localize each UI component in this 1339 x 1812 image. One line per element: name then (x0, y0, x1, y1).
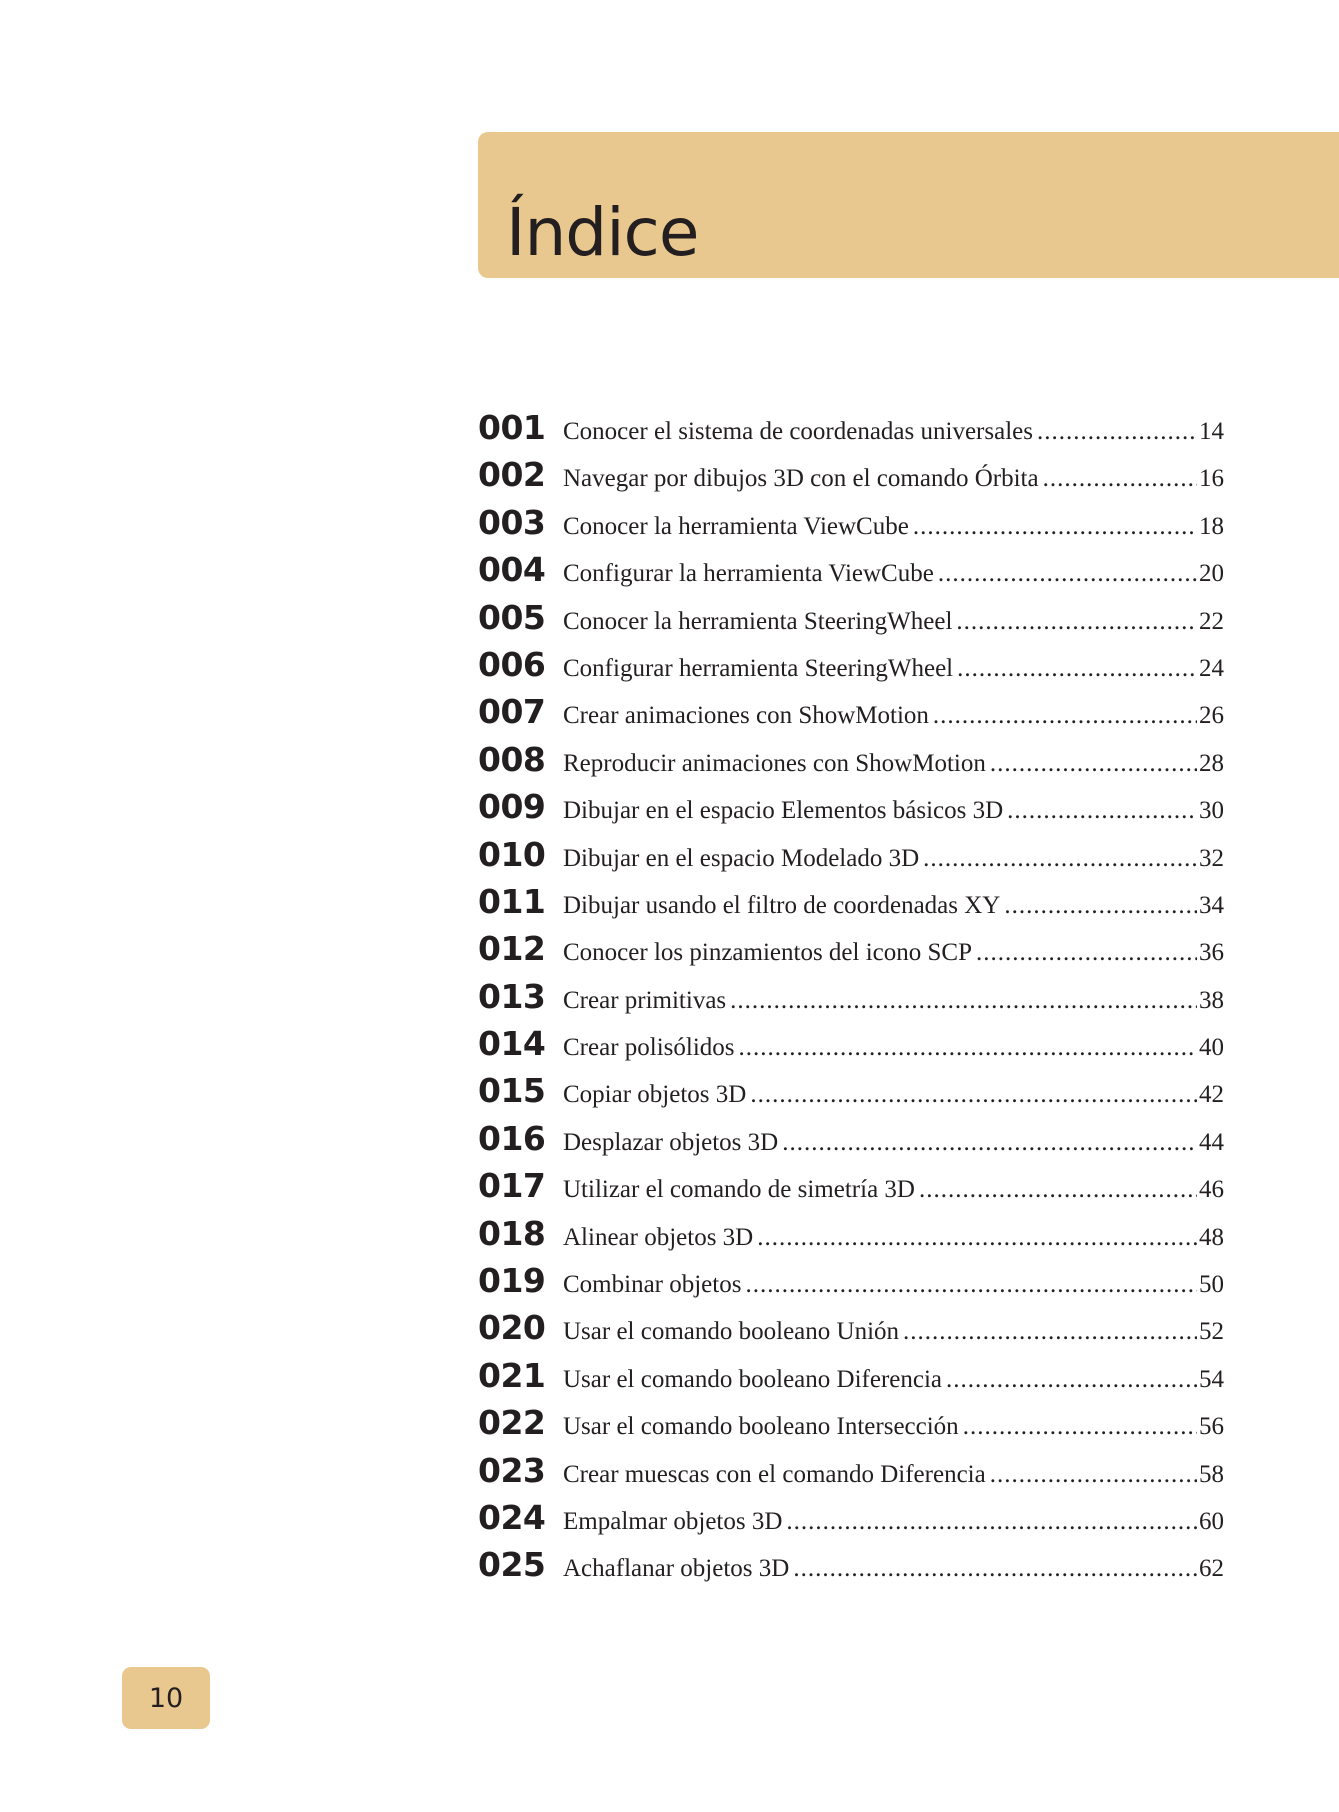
toc-entry-number: 014 (478, 1024, 546, 1064)
toc-dot-leader (919, 1176, 1197, 1204)
toc-dot-leader (1007, 797, 1197, 825)
toc-entry-page: 46 (1199, 1176, 1224, 1204)
toc-entry-page: 22 (1199, 607, 1224, 635)
toc-entry-title: Configurar herramienta SteeringWheel (563, 654, 954, 682)
toc-entry[interactable] (478, 1119, 1224, 1166)
toc-entry-number: 009 (478, 787, 546, 827)
toc-entry-page: 24 (1199, 654, 1224, 682)
toc-entry-page: 14 (1199, 418, 1224, 445)
toc-entry-title: Copiar objetos 3D (563, 1081, 747, 1109)
page-number: 10 (122, 1667, 210, 1729)
page-title: Índice (506, 194, 699, 271)
toc-entry-title: Crear animaciones con ShowMotion (563, 702, 929, 730)
toc-entry[interactable] (478, 977, 1224, 1024)
toc-entry-number: 008 (478, 739, 546, 779)
toc-entry-number: 012 (478, 929, 546, 969)
toc-entry-title: Conocer el sistema de coordenadas universales (563, 418, 1033, 445)
toc-entry[interactable] (478, 740, 1224, 787)
toc-entry[interactable] (478, 1308, 1224, 1355)
toc-dot-leader (1004, 892, 1197, 920)
toc-dot-leader (956, 608, 1197, 636)
toc-entry[interactable] (478, 835, 1224, 882)
toc-entry[interactable] (478, 882, 1224, 929)
toc-entry-title: Empalmar objetos 3D (563, 1507, 783, 1535)
toc-entry[interactable] (478, 692, 1224, 739)
toc-entry-page: 56 (1199, 1413, 1224, 1441)
title-banner (478, 132, 1339, 278)
toc-entry-title: Combinar objetos (563, 1271, 742, 1299)
toc-entry-number: 010 (478, 834, 546, 874)
toc-entry-page: 60 (1199, 1507, 1224, 1535)
toc-dot-leader (730, 987, 1197, 1015)
toc-entry[interactable] (478, 598, 1224, 645)
toc-dot-leader (793, 1555, 1197, 1583)
toc-dot-leader (957, 655, 1197, 683)
toc-entry[interactable] (478, 1403, 1224, 1450)
toc-dot-leader (933, 702, 1197, 730)
toc-entry-title: Crear polisólidos (563, 1034, 735, 1062)
toc-dot-leader (913, 513, 1197, 541)
toc-entry-title: Desplazar objetos 3D (563, 1128, 779, 1156)
toc-entry-title: Conocer la herramienta ViewCube (563, 512, 909, 540)
toc-entry-page: 32 (1199, 844, 1224, 872)
toc-dot-leader (938, 560, 1197, 588)
toc-entry-page: 26 (1199, 702, 1224, 730)
toc-entry-number: 003 (478, 502, 546, 542)
toc-entry-page: 38 (1199, 986, 1224, 1014)
toc-entry-page: 18 (1199, 512, 1224, 540)
toc-entry-number: 013 (478, 976, 546, 1016)
toc-entry-title: Crear primitivas (563, 986, 727, 1014)
toc-entry[interactable] (478, 1024, 1224, 1071)
toc-dot-leader (976, 939, 1197, 967)
toc-entry-page: 54 (1199, 1365, 1224, 1393)
toc-entry-number: 020 (478, 1308, 546, 1348)
toc-entry[interactable] (478, 1166, 1224, 1213)
toc-entry-number: 015 (478, 1071, 546, 1111)
toc-entry[interactable] (478, 408, 1224, 455)
toc-dot-leader (946, 1366, 1197, 1394)
toc-entry-title: Conocer los pinzamientos del icono SCP (563, 939, 972, 967)
toc-dot-leader (990, 750, 1197, 778)
toc-entry-number: 025 (478, 1545, 546, 1585)
toc-entry-title: Dibujar en el espacio Modelado 3D (563, 844, 920, 872)
toc-entry-title: Utilizar el comando de simetría 3D (563, 1176, 915, 1204)
toc-entry-number: 017 (478, 1166, 546, 1206)
toc-entry[interactable] (478, 1356, 1224, 1403)
toc-entry[interactable] (478, 1071, 1224, 1118)
toc-entry-number: 019 (478, 1261, 546, 1301)
toc-entry-number: 021 (478, 1355, 546, 1395)
toc-dot-leader (786, 1508, 1197, 1536)
toc-dot-leader (903, 1318, 1197, 1346)
toc-entry-title: Dibujar en el espacio Elementos básicos 3D (563, 797, 1004, 825)
toc-dot-leader (739, 1034, 1197, 1062)
toc-entry-number: 007 (478, 692, 546, 732)
toc-entry-title: Reproducir animaciones con ShowMotion (563, 749, 986, 777)
toc-entry-title: Usar el comando booleano Unión (563, 1318, 900, 1346)
toc-entry[interactable] (478, 1261, 1224, 1308)
table-of-contents (478, 408, 1224, 1593)
toc-entry-number: 002 (478, 455, 546, 495)
toc-entry-page: 34 (1199, 891, 1224, 919)
toc-entry[interactable] (478, 550, 1224, 597)
toc-entry-title: Usar el comando booleano Intersección (563, 1413, 959, 1441)
toc-entry-number: 011 (478, 881, 546, 921)
toc-entry[interactable] (478, 645, 1224, 692)
toc-entry[interactable] (478, 929, 1224, 976)
toc-entry-title: Usar el comando booleano Diferencia (563, 1365, 943, 1393)
toc-dot-leader (963, 1413, 1197, 1441)
toc-entry-number: 023 (478, 1450, 546, 1490)
toc-entry[interactable] (478, 1545, 1224, 1592)
toc-entry-number: 018 (478, 1213, 546, 1253)
toc-dot-leader (757, 1224, 1197, 1252)
toc-entry-page: 40 (1199, 1034, 1224, 1062)
toc-entry-number: 001 (478, 408, 546, 447)
toc-entry-page: 28 (1199, 749, 1224, 777)
toc-entry-number: 024 (478, 1497, 546, 1537)
toc-entry-page: 50 (1199, 1271, 1224, 1299)
toc-entry-number: 005 (478, 597, 546, 637)
toc-dot-leader (745, 1271, 1197, 1299)
toc-dot-leader (990, 1461, 1197, 1489)
toc-entry[interactable] (478, 1214, 1224, 1261)
toc-dot-leader (782, 1129, 1197, 1157)
toc-entry[interactable] (478, 1498, 1224, 1545)
toc-dot-leader (1037, 418, 1197, 446)
toc-entry-page: 48 (1199, 1223, 1224, 1251)
toc-entry-page: 16 (1199, 465, 1224, 493)
toc-dot-leader (750, 1081, 1197, 1109)
toc-entry-title: Alinear objetos 3D (563, 1223, 754, 1251)
toc-dot-leader (923, 845, 1197, 873)
toc-entry[interactable] (478, 455, 1224, 502)
toc-entry-page: 36 (1199, 939, 1224, 967)
toc-entry-title: Navegar por dibujos 3D con el comando Órbita (563, 465, 1039, 493)
toc-entry-number: 022 (478, 1403, 546, 1443)
toc-entry[interactable] (478, 787, 1224, 834)
toc-entry-title: Crear muescas con el comando Diferencia (563, 1460, 986, 1488)
toc-entry[interactable] (478, 503, 1224, 550)
toc-entry-page: 44 (1199, 1128, 1224, 1156)
toc-entry-page: 62 (1199, 1555, 1224, 1583)
toc-entry-number: 016 (478, 1118, 546, 1158)
toc-entry-page: 20 (1199, 560, 1224, 588)
toc-entry-title: Configurar la herramienta ViewCube (563, 560, 934, 588)
toc-entry-title: Conocer la herramienta SteeringWheel (563, 607, 953, 635)
toc-entry-page: 58 (1199, 1460, 1224, 1488)
toc-entry-number: 006 (478, 644, 546, 684)
toc-entry-number: 004 (478, 550, 546, 590)
toc-entry-page: 42 (1199, 1081, 1224, 1109)
toc-entry-title: Achaflanar objetos 3D (563, 1555, 790, 1583)
toc-entry-title: Dibujar usando el filtro de coordenadas XY (563, 891, 1001, 919)
toc-dot-leader (1043, 465, 1197, 493)
toc-entry[interactable] (478, 1451, 1224, 1498)
toc-entry-page: 30 (1199, 797, 1224, 825)
toc-entry-page: 52 (1199, 1318, 1224, 1346)
